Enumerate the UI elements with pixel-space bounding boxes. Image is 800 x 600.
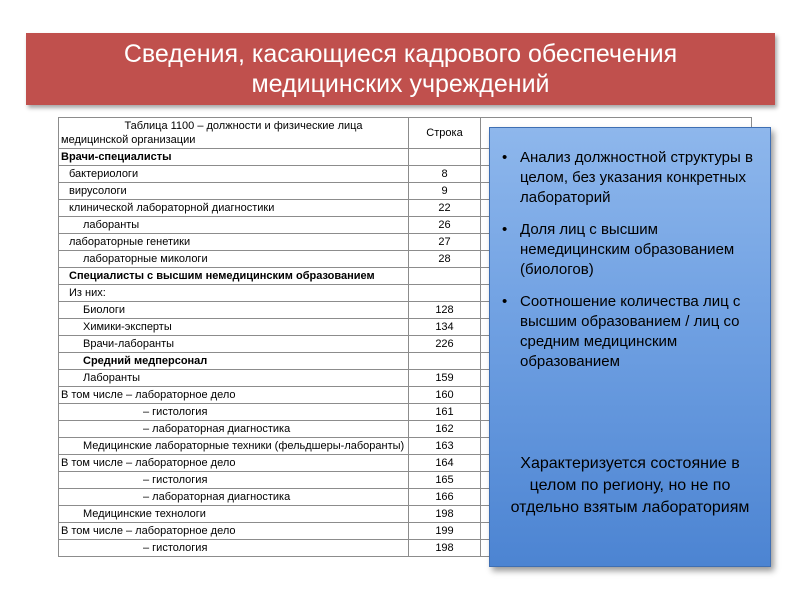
row-label: – лабораторная диагностика: [59, 489, 409, 506]
row-label: – гистология: [59, 540, 409, 557]
row-label: В том числе – лабораторное дело: [59, 455, 409, 472]
row-code: 160: [409, 387, 481, 404]
row-code: 159: [409, 370, 481, 387]
row-code: 164: [409, 455, 481, 472]
row-code: 163: [409, 438, 481, 455]
row-label: – гистология: [59, 404, 409, 421]
row-code: 128: [409, 302, 481, 319]
row-label: лабораторные генетики: [59, 234, 409, 251]
row-code: 8: [409, 166, 481, 183]
row-code: 198: [409, 540, 481, 557]
row-label: лабораторные микологи: [59, 251, 409, 268]
header-row-col: Строка: [409, 118, 481, 149]
row-label: Химики-эксперты: [59, 319, 409, 336]
callout-bullet: [502, 148, 760, 208]
row-code: 134: [409, 319, 481, 336]
row-label: Врачи-лаборанты: [59, 336, 409, 353]
callout-bullet: [502, 220, 760, 280]
row-code: 9: [409, 183, 481, 200]
row-label: Биологи: [59, 302, 409, 319]
row-label: Лаборанты: [59, 370, 409, 387]
row-code: 166: [409, 489, 481, 506]
callout-box: [489, 127, 771, 567]
row-label: Средний медперсонал: [59, 353, 409, 370]
row-code: 27: [409, 234, 481, 251]
row-code: 199: [409, 523, 481, 540]
bullet-icon: •: [502, 293, 508, 310]
row-code: [409, 285, 481, 302]
row-code: 226: [409, 336, 481, 353]
title-line-2: медицинских учреждений: [251, 70, 550, 98]
row-label: Специалисты с высшим немедицинским образованием: [59, 268, 409, 285]
row-label: – лабораторная диагностика: [59, 421, 409, 438]
title-banner: [26, 33, 775, 105]
row-label: лаборанты: [59, 217, 409, 234]
callout-bullet-text: Доля лиц с высшим немедицинским образованием (биологов): [520, 221, 735, 278]
row-label: клинической лабораторной диагностики: [59, 200, 409, 217]
header-title-line-1: Таблица 1100 – должности и физические лица: [124, 120, 363, 132]
row-label: Медицинские лабораторные техники (фельдшеры-лаборанты): [59, 438, 409, 455]
row-label: – гистология: [59, 472, 409, 489]
row-label: вирусологи: [59, 183, 409, 200]
callout-bullet-text: Соотношение количества лиц с высшим образованием / лиц со средним медицинским образованием: [520, 293, 741, 370]
title-line-1: Сведения, касающиеся кадрового обеспечения: [123, 40, 678, 68]
callout-summary: Характеризуется состояние в целом по региону, но не по отдельно взятым лабораториям: [510, 455, 750, 516]
bullet-icon: •: [502, 149, 508, 166]
row-label: Врачи-специалисты: [59, 149, 409, 166]
row-code: [409, 149, 481, 166]
row-label: бактериологи: [59, 166, 409, 183]
row-label: В том числе – лабораторное дело: [59, 523, 409, 540]
row-label: Медицинские технологи: [59, 506, 409, 523]
bullet-icon: •: [502, 221, 508, 238]
row-code: 198: [409, 506, 481, 523]
row-code: 26: [409, 217, 481, 234]
row-code: 28: [409, 251, 481, 268]
row-code: 22: [409, 200, 481, 217]
callout-bullet-text: Анализ должностной структуры в целом, без указания конкретных лабораторий: [520, 149, 753, 206]
row-label: Из них:: [59, 285, 409, 302]
header-title-cell: [59, 118, 409, 149]
callout-list: [490, 128, 770, 372]
row-code: 161: [409, 404, 481, 421]
row-code: [409, 353, 481, 370]
callout-bullet: [502, 292, 760, 372]
row-code: 165: [409, 472, 481, 489]
row-label: В том числе – лабораторное дело: [59, 387, 409, 404]
row-code: [409, 268, 481, 285]
row-code: 162: [409, 421, 481, 438]
header-title-line-2: медицинской организации: [61, 134, 196, 146]
